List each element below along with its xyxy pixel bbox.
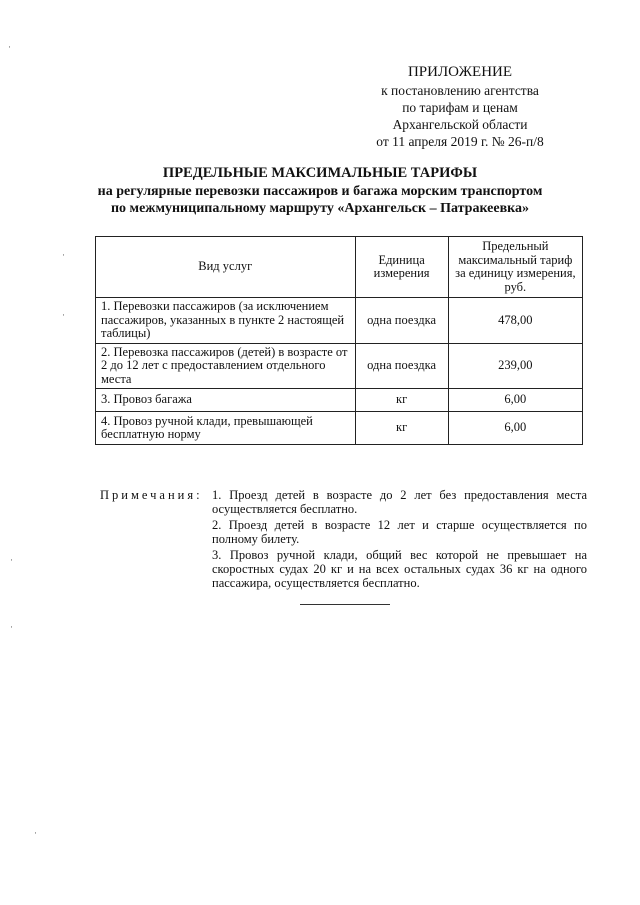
end-separator-line <box>300 604 390 605</box>
scan-mark: · <box>62 250 65 260</box>
notes-label: Примечания: <box>100 488 203 502</box>
cell-service: 3. Провоз багажа <box>96 389 356 412</box>
cell-unit: одна поездка <box>355 298 448 344</box>
cell-tariff: 6,00 <box>448 412 582 445</box>
note-item: 1. Проезд детей в возрасте до 2 лет без предоставления места осуществляется бесплатно. <box>212 488 587 516</box>
appendix-header <box>360 62 560 150</box>
cell-service: 4. Провоз ручной клади, превышающей бесплатную норму <box>96 412 356 445</box>
document-title <box>60 165 580 218</box>
cell-tariff: 478,00 <box>448 298 582 344</box>
title-line-1: ПРЕДЕЛЬНЫЕ МАКСИМАЛЬНЫЕ ТАРИФЫ <box>162 165 478 181</box>
appendix-title: ПРИЛОЖЕНИЕ <box>407 64 513 80</box>
header-service: Вид услуг <box>96 237 356 298</box>
table-row <box>96 298 583 344</box>
cell-unit: кг <box>355 412 448 445</box>
scan-mark: · <box>10 622 13 632</box>
table-row <box>96 412 583 445</box>
cell-unit: кг <box>355 389 448 412</box>
appendix-line-1: к постановлению агентства <box>381 83 539 98</box>
title-line-3: по межмуниципальному маршруту «Архангельск – Патракеевка» <box>110 201 530 216</box>
cell-tariff: 239,00 <box>448 343 582 389</box>
tariff-table <box>95 236 583 445</box>
table-row <box>96 389 583 412</box>
scan-mark: · <box>34 828 37 838</box>
cell-tariff: 6,00 <box>448 389 582 412</box>
appendix-line-2: по тарифам и ценам <box>402 100 518 115</box>
cell-unit: одна поездка <box>355 343 448 389</box>
header-unit: Единица измерения <box>355 237 448 298</box>
title-line-2: на регулярные перевозки пассажиров и багажа морским транспортом <box>97 183 543 199</box>
note-item: 3. Провоз ручной клади, общий вес которой не превышает на скоростных судах 20 кг и на всех остальных судах 36 кг на одного пассажира, осуществляется бесплатно. <box>212 548 587 590</box>
scan-mark: · <box>62 310 65 320</box>
table-header-row <box>96 237 583 298</box>
cell-service: 1. Перевозки пассажиров (за исключением пассажиров, указанных в пункте 2 настоящей таблицы) <box>96 298 356 344</box>
appendix-line-4: от 11 апреля 2019 г. № 26-п/8 <box>376 134 544 149</box>
table-row <box>96 343 583 389</box>
scan-mark: · <box>8 42 11 52</box>
header-tariff: Предельный максимальный тариф за единицу измерения, руб. <box>448 237 582 298</box>
notes-list <box>212 488 587 592</box>
scan-mark: · <box>10 555 13 565</box>
appendix-line-3: Архангельской области <box>392 117 528 132</box>
cell-service: 2. Перевозка пассажиров (детей) в возрасте от 2 до 12 лет с предоставлением отдельного места <box>96 343 356 389</box>
note-item: 2. Проезд детей в возрасте 12 лет и старше осуществляется по полному билету. <box>212 518 587 546</box>
